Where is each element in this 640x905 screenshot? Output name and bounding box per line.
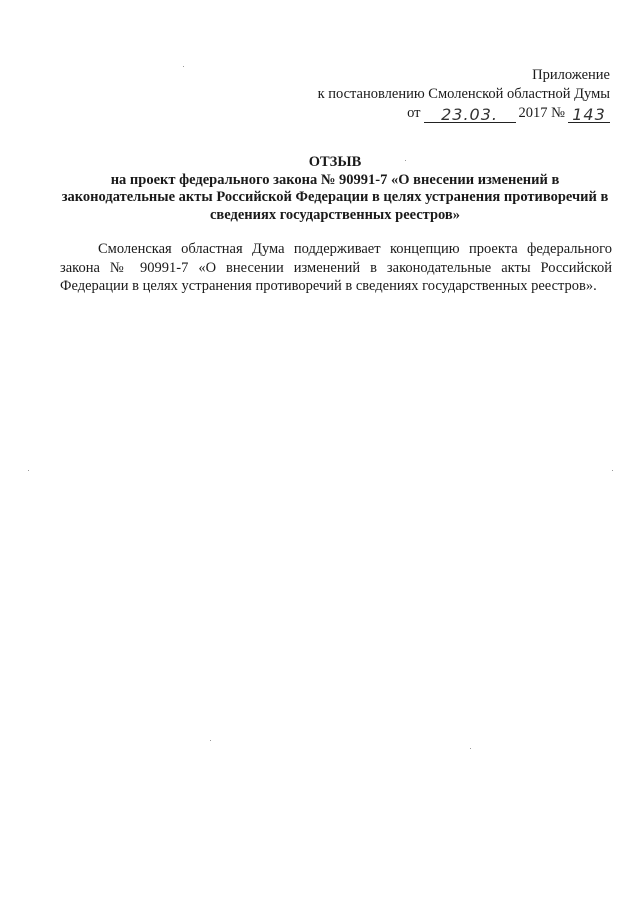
year-label: 2017 № xyxy=(518,105,565,121)
scan-speck xyxy=(28,470,29,471)
number-blank xyxy=(568,105,610,123)
appendix-label: Приложение xyxy=(532,67,610,83)
appendix-header xyxy=(190,66,610,123)
date-prefix: от xyxy=(407,105,421,121)
date-blank xyxy=(424,105,516,123)
scan-speck xyxy=(210,740,211,741)
scan-speck xyxy=(183,66,184,67)
scan-speck xyxy=(470,748,471,749)
appendix-reference: к постановлению Смоленской областной Думы xyxy=(317,86,610,102)
title-subtitle: на проект федерального закона № 90991-7 «О внесении изменений в законодательные акты Российской Федерации в целях устранения противоречий в сведениях государственных реестров» xyxy=(61,171,609,223)
handwritten-date: 23.03. xyxy=(441,105,498,124)
scan-speck xyxy=(612,470,613,471)
body-paragraph: Смоленская областная Дума поддерживает концепцию проекта федерального закона № 90991-7 «О внесении изменений в законодательные акты Российской Федерации в целях устранения противоречий в сведениях государственных реестров». xyxy=(60,241,612,294)
appendix-date-line xyxy=(407,104,610,123)
document-title xyxy=(60,154,610,224)
scan-speck xyxy=(405,160,406,161)
handwritten-number: 143 xyxy=(572,105,606,124)
title-heading: ОТЗЫВ xyxy=(308,154,362,170)
